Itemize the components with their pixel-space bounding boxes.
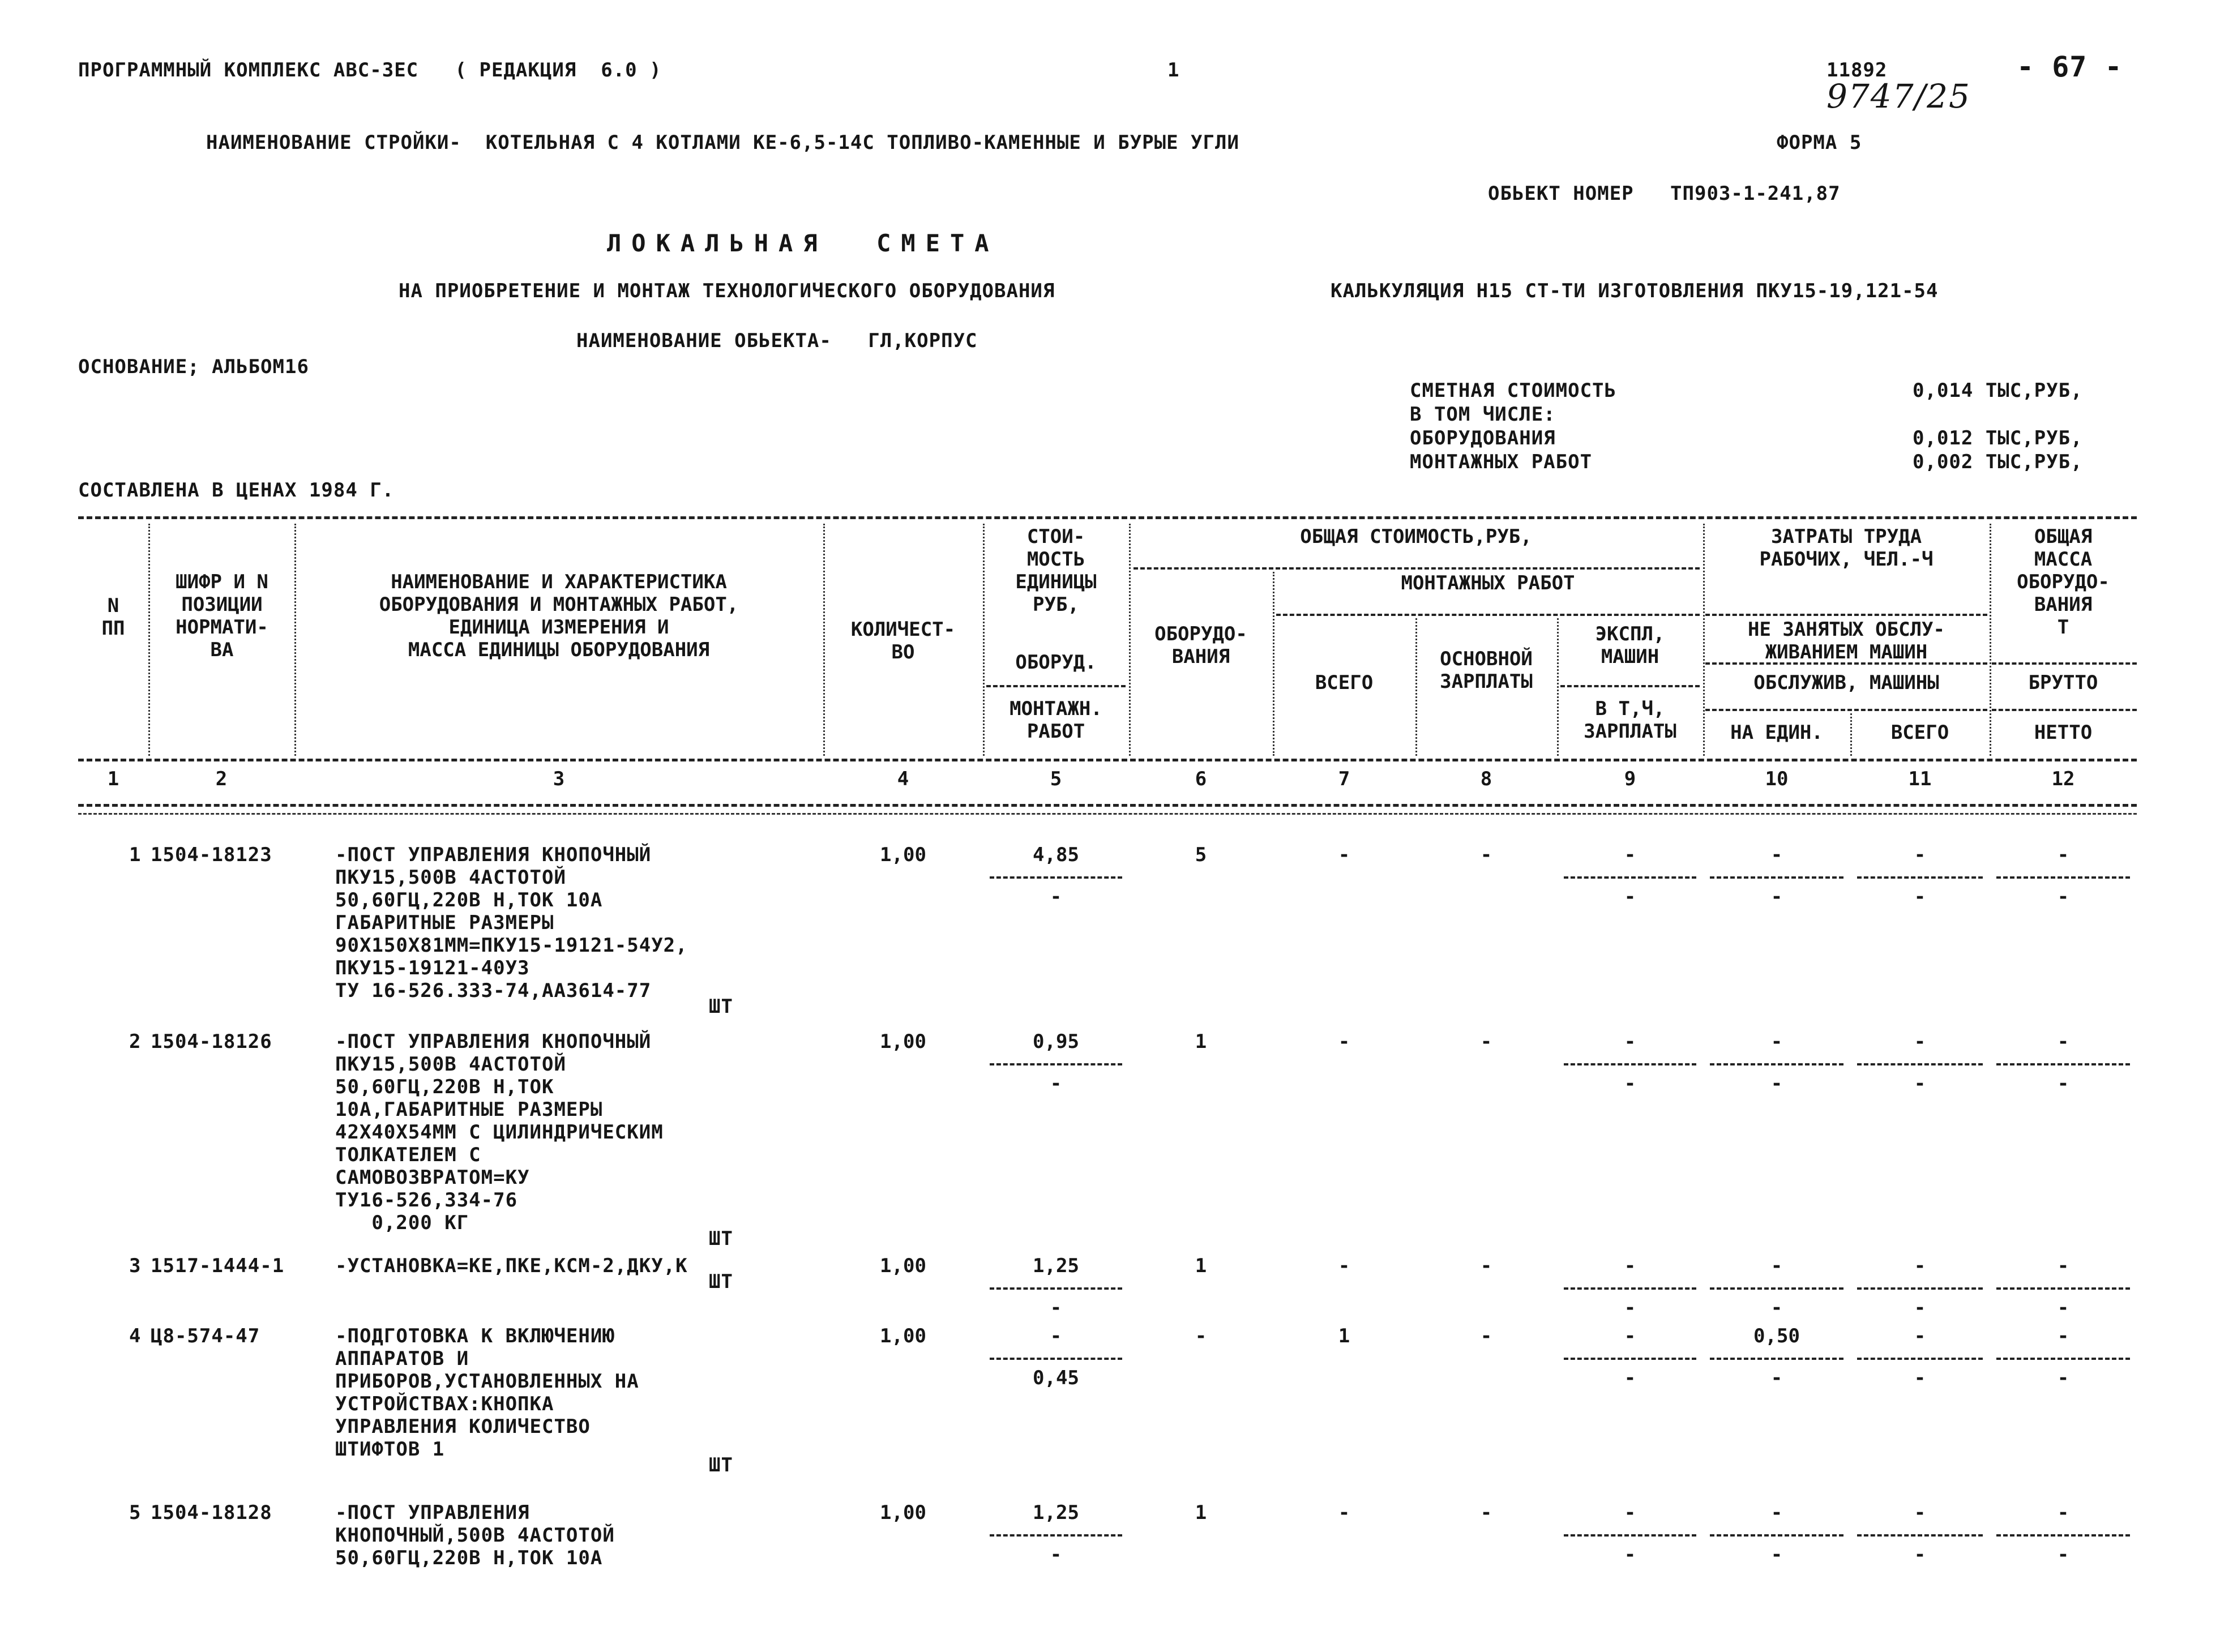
row-number: 5 (129, 1501, 142, 1524)
row-description: -УСТАНОВКА=КЕ,ПКЕ,КСМ-2,ДКУ,К (335, 1255, 688, 1277)
column-number: 11 (1908, 768, 1932, 790)
row-labor-total-machines: - (1914, 1367, 1926, 1389)
form-label: ФОРМА 5 (1777, 131, 1862, 154)
header-col-12a: БРУТТО (2028, 671, 2098, 694)
row-machine-cost: - (1624, 1255, 1636, 1277)
header-rule (986, 685, 1126, 687)
row-divider (1710, 1063, 1843, 1065)
row-number: 1 (129, 844, 142, 866)
row-divider (990, 1358, 1122, 1360)
table-top-rule (78, 516, 2137, 519)
header-col-11: ВСЕГО (1890, 721, 1949, 744)
row-description: -ПОДГОТОВКА К ВКЛЮЧЕНИЮ АППАРАТОВ И ПРИБОРОВ,УСТАНОВЛЕННЫХ НА УСТРОЙСТВАХ:КНОПКА УПРАВЛЕНИЯ КОЛИЧЕСТВО ШТИФТОВ 1 (335, 1325, 639, 1461)
header-col-1: N ПП (101, 594, 125, 640)
header-bottom-rule (78, 759, 2137, 761)
row-divider (1710, 1358, 1843, 1360)
row-labor-total: - (1914, 1255, 1926, 1277)
row-code: Ц8-574-47 (151, 1325, 260, 1347)
header-col-9a: ЭКСПЛ, МАШИН (1595, 623, 1665, 668)
header-col-4: КОЛИЧЕСТ- ВО (850, 618, 956, 664)
header-mont-works: МОНТАЖНЫХ РАБОТ (1401, 572, 1575, 594)
row-divider (1857, 1063, 1983, 1065)
row-divider (1564, 876, 1696, 879)
row-base-salary: - (1480, 844, 1492, 866)
header-col-5-equip: ОБОРУД. (1015, 651, 1097, 674)
price-basis: СОСТАВЛЕНА В ЦЕНАХ 1984 Г. (78, 479, 395, 502)
row-machine-salary: - (1624, 1367, 1636, 1389)
header-col-5: СТОИ- МОСТЬ ЕДИНИЦЫ РУБ, (1015, 525, 1097, 616)
cost-label: МОНТАЖНЫХ РАБОТ (1410, 451, 1593, 473)
row-unit-price-equip: 0,95 (1033, 1030, 1079, 1053)
column-number: 10 (1765, 768, 1789, 790)
calculation-ref: КАЛЬКУЛЯЦИЯ Н15 СТ-ТИ ИЗГОТОВЛЕНИЯ ПКУ15-19,121-54 (1331, 280, 1939, 302)
header-col-12b: НЕТТО (2034, 721, 2093, 744)
row-unit: ШТ (709, 1227, 733, 1250)
row-divider (1996, 1534, 2130, 1537)
row-quantity: 1,00 (880, 844, 926, 866)
row-number: 2 (129, 1030, 142, 1053)
cost-value: 0,014 ТЫС,РУБ, (1913, 379, 2083, 402)
row-labor-unit-machines: - (1770, 1543, 1783, 1566)
row-base-salary: - (1480, 1030, 1492, 1053)
header-rule (1705, 614, 1987, 616)
row-divider (1857, 1287, 1983, 1290)
header-col-3: НАИМЕНОВАНИЕ И ХАРАКТЕРИСТИКА ОБОРУДОВАНИЯ И МОНТАЖНЫХ РАБОТ, ЕДИНИЦА ИЗМЕРЕНИЯ И МАССА ЕДИНИЦЫ ОБОРУДОВАНИЯ (379, 571, 739, 661)
page-number: - 67 - (2017, 50, 2123, 83)
header-rule (1276, 614, 1700, 616)
column-number: 5 (1050, 768, 1062, 790)
row-unit-price-equip: 4,85 (1033, 844, 1079, 866)
row-description: -ПОСТ УПРАВЛЕНИЯ КНОПОЧНЫЙ,500В 4АСТОТОЙ 50,60ГЦ,220В Н,ТОК 10А (335, 1501, 615, 1569)
row-number: 3 (129, 1255, 142, 1277)
row-machine-cost: - (1624, 1325, 1636, 1347)
document-title: ЛОКАЛЬНАЯ СМЕТА (607, 229, 999, 257)
row-labor-total-machines: - (1914, 1543, 1926, 1566)
row-machine-cost: - (1624, 1501, 1636, 1524)
basis: ОСНОВАНИЕ; АЛЬБОМ16 (78, 356, 309, 378)
row-quantity: 1,00 (880, 1255, 926, 1277)
column-number: 6 (1195, 768, 1207, 790)
row-unit-price-equip: - (1050, 1325, 1062, 1347)
row-mass-net: - (2057, 1296, 2069, 1319)
row-divider (1710, 876, 1843, 879)
row-mass-net: - (2057, 1543, 2069, 1566)
row-labor-unit-machines: - (1770, 1072, 1783, 1095)
row-quantity: 1,00 (880, 1325, 926, 1347)
row-divider (1996, 1287, 2130, 1290)
row-machine-salary: - (1624, 1543, 1636, 1566)
header-mass: ОБЩАЯ МАССА ОБОРУДО- ВАНИЯ Т (2017, 525, 2110, 639)
row-unit-price-mont: - (1050, 1296, 1062, 1319)
column-number: 4 (897, 768, 909, 790)
program-name: ПРОГРАММНЫЙ КОМПЛЕКС АВС-ЗЕС ( РЕДАКЦИЯ 6.0 ) (78, 59, 662, 82)
row-equipment-cost: - (1195, 1325, 1207, 1347)
row-code: 1517-1444-1 (151, 1255, 285, 1277)
row-divider (1564, 1287, 1696, 1290)
row-number: 4 (129, 1325, 142, 1347)
row-divider (1857, 1534, 1983, 1537)
row-unit-price-mont: - (1050, 1543, 1062, 1566)
row-unit: ШТ (709, 1454, 733, 1476)
row-mass-gross: - (2057, 844, 2069, 866)
cost-value: 0,002 ТЫС,РУБ, (1913, 451, 2083, 473)
row-divider (990, 876, 1122, 879)
column-number: 9 (1624, 768, 1636, 790)
row-mont-total: - (1338, 844, 1350, 866)
row-mont-total: 1 (1338, 1325, 1350, 1347)
row-divider (1564, 1358, 1696, 1360)
cost-label: ОБОРУДОВАНИЯ (1410, 427, 1556, 450)
cost-label: В ТОМ ЧИСЛЕ: (1410, 403, 1556, 426)
row-labor-unit: - (1770, 1030, 1783, 1053)
row-labor-unit: 0,50 (1753, 1325, 1800, 1347)
row-equipment-cost: 5 (1195, 844, 1207, 866)
row-divider (1564, 1534, 1696, 1537)
header-col-5-mont: МОНТАЖН. РАБОТ (1010, 697, 1102, 743)
row-divider (1996, 876, 2130, 879)
header-col-6: ОБОРУДО- ВАНИЯ (1154, 623, 1247, 668)
column-number: 8 (1480, 768, 1492, 790)
row-base-salary: - (1480, 1325, 1492, 1347)
sheet-number: 1 (1167, 59, 1180, 82)
row-labor-total-machines: - (1914, 1296, 1926, 1319)
row-code: 1504-18123 (151, 844, 272, 866)
object-name: НАИМЕНОВАНИЕ ОБЬЕКТА- ГЛ,КОРПУС (576, 329, 978, 352)
column-number: 3 (553, 768, 565, 790)
column-numbers-rule-2 (78, 813, 2137, 815)
row-mass-net: - (2057, 885, 2069, 908)
handwritten-number: 9747/25 (1827, 77, 1971, 115)
row-machine-salary: - (1624, 885, 1636, 908)
row-equipment-cost: 1 (1195, 1030, 1207, 1053)
row-divider (1857, 876, 1983, 879)
column-number: 2 (215, 768, 228, 790)
row-divider (990, 1534, 1122, 1537)
header-rule (1705, 709, 1987, 711)
header-labor-machines: ОБСЛУЖИВ, МАШИНЫ (1753, 671, 1939, 694)
row-code: 1504-18128 (151, 1501, 272, 1524)
row-mont-total: - (1338, 1030, 1350, 1053)
column-number: 7 (1338, 768, 1350, 790)
row-divider (990, 1063, 1122, 1065)
row-unit-price-mont: 0,45 (1033, 1367, 1079, 1389)
row-mont-total: - (1338, 1255, 1350, 1277)
row-unit: ШТ (709, 1270, 733, 1293)
header-rule (1992, 662, 2137, 665)
header-total-cost: ОБЩАЯ СТОИМОСТЬ,РУБ, (1300, 525, 1532, 548)
header-col-8: ОСНОВНОЙ ЗАРПЛАТЫ (1440, 648, 1533, 693)
row-divider (1710, 1534, 1843, 1537)
row-base-salary: - (1480, 1501, 1492, 1524)
row-labor-unit: - (1770, 1255, 1783, 1277)
cost-label: СМЕТНАЯ СТОИМОСТЬ (1410, 379, 1616, 402)
column-divider (1273, 572, 1274, 756)
row-description: -ПОСТ УПРАВЛЕНИЯ КНОПОЧНЫЙ ПКУ15,500В 4АСТОТОЙ 50,60ГЦ,220В Н,ТОК 10А ГАБАРИТНЫЕ РАЗМЕРЫ 90Х150Х81ММ=ПКУ15-19121-54У2, ПКУ15-19121-40У3 ТУ 16-526.333-74,АА3614-77 (335, 844, 688, 1002)
header-col-7: ВСЕГО (1315, 671, 1374, 694)
site-name: НАИМЕНОВАНИЕ СТРОЙКИ- КОТЕЛЬНАЯ С 4 КОТЛАМИ КЕ-6,5-14С ТОПЛИВО-КАМЕННЫЕ И БУРЫЕ УГЛИ (206, 131, 1239, 154)
row-unit-price-mont: - (1050, 885, 1062, 908)
column-number: 12 (2051, 768, 2075, 790)
row-divider (1996, 1358, 2130, 1360)
row-labor-unit: - (1770, 1501, 1783, 1524)
row-machine-salary: - (1624, 1296, 1636, 1319)
row-unit-price-equip: 1,25 (1033, 1255, 1079, 1277)
row-code: 1504-18126 (151, 1030, 272, 1053)
column-number: 1 (107, 768, 119, 790)
header-labor: ЗАТРАТЫ ТРУДА РАБОЧИХ, ЧЕЛ.-Ч (1759, 525, 1934, 571)
row-divider (1996, 1063, 2130, 1065)
row-unit-price-mont: - (1050, 1072, 1062, 1095)
row-machine-cost: - (1624, 844, 1636, 866)
row-labor-total-machines: - (1914, 1072, 1926, 1095)
cost-value: 0,012 ТЫС,РУБ, (1913, 427, 2083, 450)
row-machine-salary: - (1624, 1072, 1636, 1095)
row-labor-total: - (1914, 1325, 1926, 1347)
header-rule (1560, 685, 1700, 687)
row-mass-gross: - (2057, 1325, 2069, 1347)
row-labor-total: - (1914, 1030, 1926, 1053)
document-subtitle: НА ПРИОБРЕТЕНИЕ И МОНТАЖ ТЕХНОЛОГИЧЕСКОГО ОБОРУДОВАНИЯ (399, 280, 1055, 302)
row-labor-unit-machines: - (1770, 1367, 1783, 1389)
row-labor-total-machines: - (1914, 885, 1926, 908)
row-mass-gross: - (2057, 1030, 2069, 1053)
row-mont-total: - (1338, 1501, 1350, 1524)
row-mass-gross: - (2057, 1255, 2069, 1277)
row-unit: ШТ (709, 995, 733, 1018)
row-labor-total: - (1914, 844, 1926, 866)
row-divider (1857, 1358, 1983, 1360)
row-unit-price-equip: 1,25 (1033, 1501, 1079, 1524)
header-col-10: НА ЕДИН. (1730, 721, 1823, 744)
header-col-2: ШИФР И N ПОЗИЦИИ НОРМАТИ- ВА (176, 571, 268, 661)
row-equipment-cost: 1 (1195, 1255, 1207, 1277)
document-code: 11892 (1827, 59, 1888, 82)
row-labor-unit: - (1770, 844, 1783, 866)
header-labor-no-machines: НЕ ЗАНЯТЫХ ОБСЛУ- ЖИВАНИЕМ МАШИН (1748, 618, 1945, 664)
row-mass-gross: - (2057, 1501, 2069, 1524)
row-divider (990, 1287, 1122, 1290)
row-labor-total: - (1914, 1501, 1926, 1524)
row-labor-unit-machines: - (1770, 885, 1783, 908)
row-divider (1564, 1063, 1696, 1065)
row-mass-net: - (2057, 1367, 2069, 1389)
row-machine-cost: - (1624, 1030, 1636, 1053)
row-quantity: 1,00 (880, 1030, 926, 1053)
column-numbers-rule (78, 804, 2137, 807)
row-description: -ПОСТ УПРАВЛЕНИЯ КНОПОЧНЫЙ ПКУ15,500В 4АСТОТОЙ 50,60ГЦ,220В Н,ТОК 10А,ГАБАРИТНЫЕ РАЗМЕРЫ 42Х40Х54ММ С ЦИЛИНДРИЧЕСКИМ ТОЛКАТЕЛЕМ С САМОВОЗВРАТОМ=КУ ТУ16-526,334-76 0,200 КГ (335, 1030, 664, 1234)
row-base-salary: - (1480, 1255, 1492, 1277)
row-divider (1710, 1287, 1843, 1290)
header-col-9b: В Т,Ч, ЗАРПЛАТЫ (1584, 697, 1676, 743)
row-mass-net: - (2057, 1072, 2069, 1095)
row-equipment-cost: 1 (1195, 1501, 1207, 1524)
object-number: ОБЬЕКТ НОМЕР ТП903-1-241,87 (1488, 182, 1841, 205)
header-rule (1133, 567, 1700, 570)
header-rule (1992, 709, 2137, 711)
row-labor-unit-machines: - (1770, 1296, 1783, 1319)
row-quantity: 1,00 (880, 1501, 926, 1524)
